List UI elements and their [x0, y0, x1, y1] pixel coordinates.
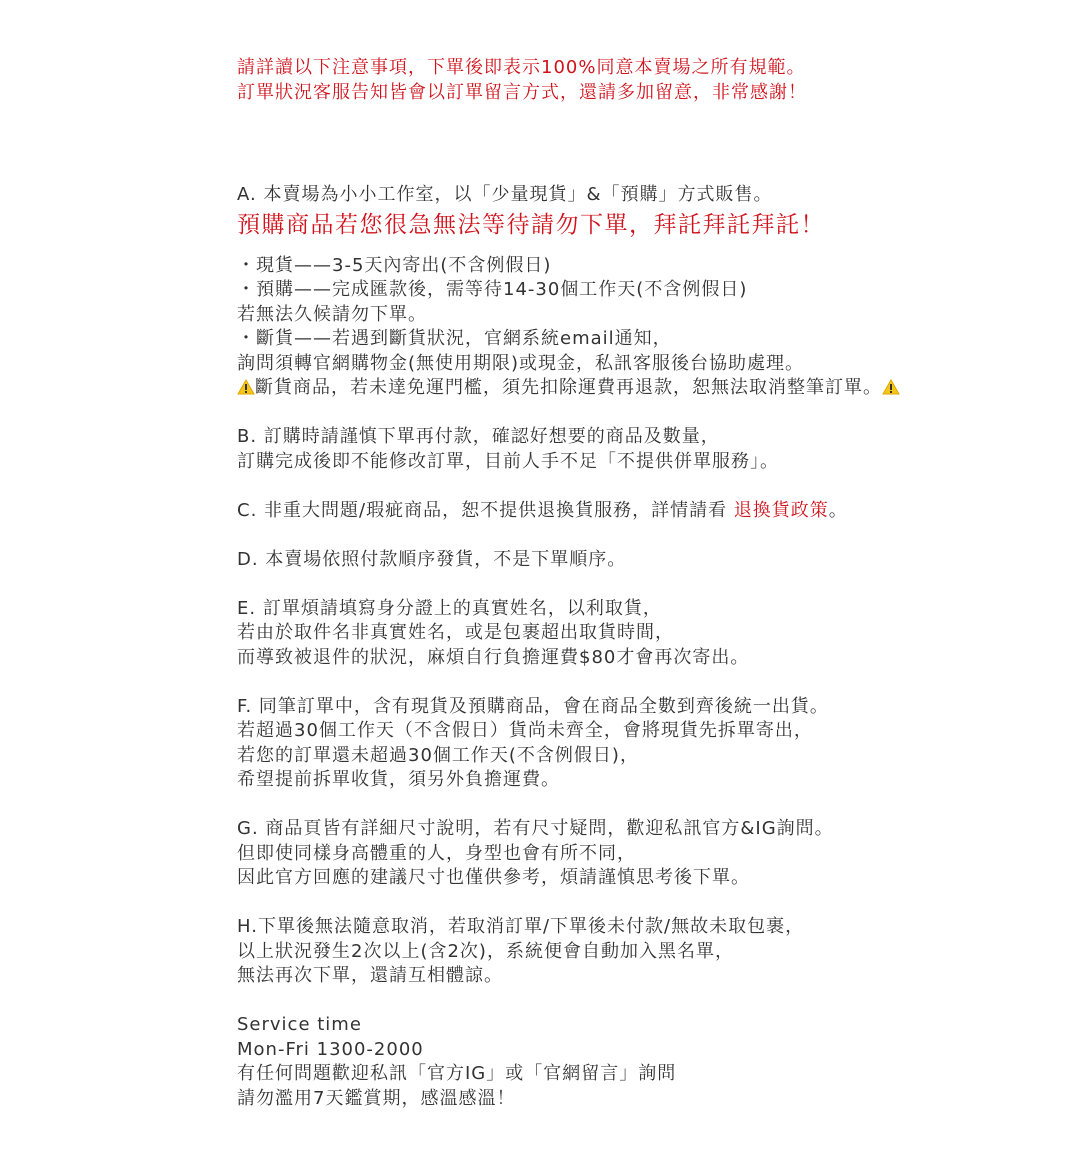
section-f-line-3: 若您的訂單還未超過30個工作天(不含例假日)， [237, 744, 639, 766]
section-g-line-3: 因此官方回應的建議尺寸也僅供參考，煩請謹慎思考後下單。 [237, 867, 750, 888]
notice-line-2: 訂單狀況客服告知皆會以訂單留言方式，還請多加留意，非常感謝！ [237, 81, 807, 103]
section-a-bullet: ・現貨——3-5天內寄出(不含例假日) [237, 254, 552, 276]
spacer [237, 793, 1037, 818]
section-a-bullet: ・預購——完成匯款後，需等待14-30個工作天(不含例假日) [237, 279, 748, 300]
section-e-line-3: 而導致被退件的狀況，麻煩自行負擔運費$80才會再次寄出。 [237, 646, 750, 668]
service-hours: Mon-Fri 1300-2000 [237, 1038, 424, 1060]
spacer [237, 989, 1037, 1014]
warning-triangle-icon [882, 379, 900, 395]
section-e-line-2: 若由於取件名非真實姓名，或是包裹超出取貨時間， [237, 622, 674, 643]
notice-line-1: 請詳讀以下注意事項，下單後即表示100%同意本賣場之所有規範。 [237, 57, 806, 78]
section-b-line-2: 訂購完成後即不能修改訂單，目前人手不足「不提供併單服務」。 [237, 450, 779, 472]
service-contact: 有任何問題歡迎私訊「官方IG」或「官網留言」詢問 [237, 1063, 677, 1084]
spacer [237, 474, 1037, 499]
section-b-line-1: B. 訂購時請謹慎下單再付款，確認好想要的商品及數量， [237, 426, 720, 447]
section-c-prefix: C. 非重大問題/瑕疵商品，恕不提供退換貨服務，詳情請看 [237, 499, 734, 521]
service-title: Service time [237, 1014, 362, 1035]
section-a-bullet: 若無法久候請勿下單。 [237, 303, 427, 325]
section-f-line-4: 希望提前拆單收貨，須另外負擔運費。 [237, 769, 560, 790]
spacer [237, 242, 1037, 254]
notice-document [237, 56, 1037, 1111]
service-reminder: 請勿濫用7天鑑賞期，感溫感溫！ [237, 1087, 516, 1109]
spacer [237, 572, 1037, 597]
section-a-bullet: ・斷貨——若遇到斷貨狀況，官網系統email通知， [237, 328, 672, 349]
spacer [237, 523, 1037, 548]
section-a-warning [237, 376, 1037, 401]
spacer [237, 401, 1037, 426]
section-h-line-1: H.下單後無法隨意取消，若取消訂單/下單後未付款/無故未取包裹， [237, 916, 805, 937]
section-g-line-1: G. 商品頁皆有詳細尺寸說明，若有尺寸疑問，歡迎私訊官方&IG詢問。 [237, 818, 834, 839]
return-policy-link[interactable]: 退換貨政策 [733, 499, 829, 521]
section-g-line-2: 但即使同樣身高體重的人，身型也會有所不同， [237, 842, 636, 864]
warning-triangle-icon [237, 379, 255, 395]
section-c-line [237, 499, 1037, 524]
section-a-line-1: A. 本賣場為小小工作室，以「少量現貨」&「預購」方式販售。 [237, 184, 773, 205]
section-h-line-3: 無法再次下單，還請互相體諒。 [237, 965, 503, 986]
section-f-line-2: 若超過30個工作天（不含假日）貨尚未齊全，會將現貨先拆單寄出， [237, 720, 813, 741]
spacer [237, 670, 1037, 695]
section-a-highlight: 預購商品若您很急無法等待請勿下單，拜託拜託拜託！ [237, 211, 825, 238]
spacer [237, 891, 1037, 916]
section-f-line-1: F. 同筆訂單中，含有現貨及預購商品，會在商品全數到齊後統一出貨。 [237, 695, 829, 717]
section-a-bullet: 詢問須轉官網購物金(無使用期限)或現金，私訊客服後台協助處理。 [237, 352, 805, 374]
section-d-line-1: D. 本賣場依照付款順序發貨，不是下單順序。 [237, 548, 627, 570]
section-h-line-2: 以上狀況發生2次以上(含2次)，系統便會自動加入黑名單， [237, 940, 734, 962]
section-c-suffix: 。 [828, 499, 848, 521]
section-e-line-1: E. 訂單煩請填寫身分證上的真實姓名，以利取貨， [237, 597, 662, 619]
spacer [237, 105, 1037, 183]
section-a-warning-text: 斷貨商品，若未達免運門檻，須先扣除運費再退款，恕無法取消整筆訂單。 [255, 377, 882, 398]
